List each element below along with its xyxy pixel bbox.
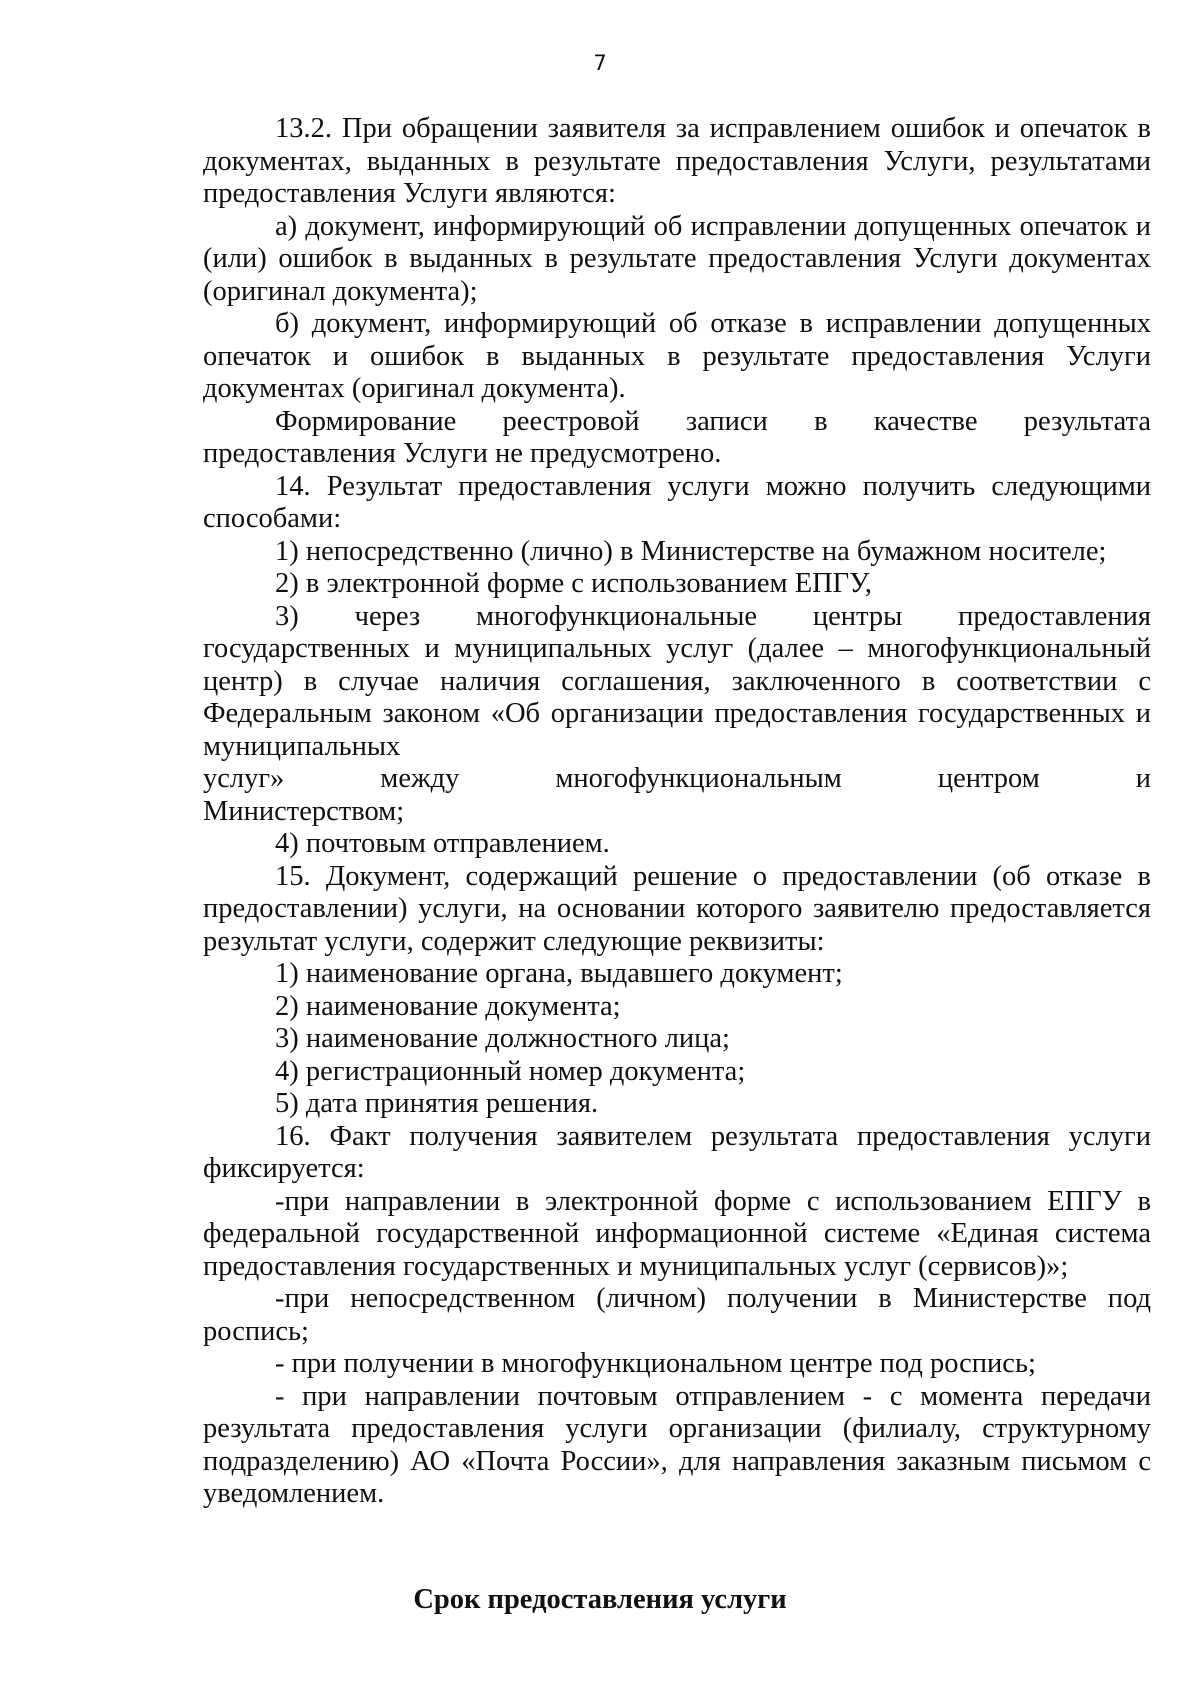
paragraph-16-ministry: -при непосредственном (личном) получении в Министерстве под роспись;	[203, 1283, 1151, 1347]
paragraph-16-mfc: - при получении в многофункциональном центре под роспись;	[275, 1348, 1036, 1379]
paragraph-14-3-spread-line: услуг» между многофункциональным центром и	[203, 763, 1151, 794]
paragraph-16-epgu: -при направлении в электронной форме с использованием ЕПГУ в федеральной государственной информационной системе «Единая система предоставления государственных и муниципальных услуг (сервисов)»;	[203, 1185, 1151, 1282]
paragraph-14-1: 1) непосредственно (лично) в Министерстве на бумажном носителе;	[275, 535, 1107, 567]
paragraph-14-2: 2) в электронной форме с использованием ЕПГУ,	[275, 568, 872, 599]
paragraph-15-3: 3) наименование должностного лица;	[275, 1023, 730, 1054]
document-body	[203, 113, 1151, 1511]
paragraph-15-5: 5) дата принятия решения.	[275, 1088, 599, 1119]
paragraph-16-post: - при направлении почтовым отправлением - с момента передачи результата предоставления услуги организации (филиалу, структурному подразделению) АО «Почта России», для направления заказным письмом с уведомлением.	[203, 1380, 1151, 1509]
paragraph-14-4: 4) почтовым отправлением.	[275, 828, 610, 859]
page-number: 7	[593, 51, 607, 75]
paragraph-13-2: 13.2. При обращении заявителя за исправлением ошибок и опечаток в документах, выданных в результате предоставления Услуги, результатами предоставления Услуги являются:	[203, 113, 1151, 209]
paragraph-14-3-end: Министерством;	[203, 795, 405, 827]
section-heading: Срок предоставления услуги	[413, 1584, 787, 1615]
paragraph-13-2-a: а) документ, информирующий об исправлении допущенных опечаток и (или) ошибок в выданных в результате предоставления Услуги документах (оригинал документа);	[203, 210, 1151, 307]
paragraph-14-3	[203, 601, 1151, 829]
paragraph-registry-note: Формирование реестровой записи в качестве результата предоставления Услуги не предусмотрено.	[203, 405, 1151, 469]
paragraph-13-2-b: б) документ, информирующий об отказе в исправлении допущенных опечаток и ошибок в выданных в результате предоставления Услуги документах (оригинал документа).	[203, 308, 1151, 404]
paragraph-16: 16. Факт получения заявителем результата предоставления услуги фиксируется:	[203, 1120, 1151, 1184]
paragraph-15-2: 2) наименование документа;	[275, 990, 621, 1022]
paragraph-14-3-text: 3) через многофункциональные центры предоставления государственных и муниципальных услуг (далее – многофункциональный центр) в случае наличия соглашения, заключенного в соответствии с Федеральным законом «Об организации предоставления государственных и муниципальных	[203, 600, 1151, 762]
paragraph-15-1: 1) наименование органа, выдавшего документ;	[275, 958, 843, 989]
paragraph-14: 14. Результат предоставления услуги можно получить следующими способами:	[203, 470, 1151, 534]
paragraph-15: 15. Документ, содержащий решение о предоставлении (об отказе в предоставлении) услуги, на основании которого заявителю предоставляется результат услуги, содержит следующие реквизиты:	[203, 860, 1151, 957]
paragraph-15-4: 4) регистрационный номер документа;	[275, 1055, 746, 1087]
